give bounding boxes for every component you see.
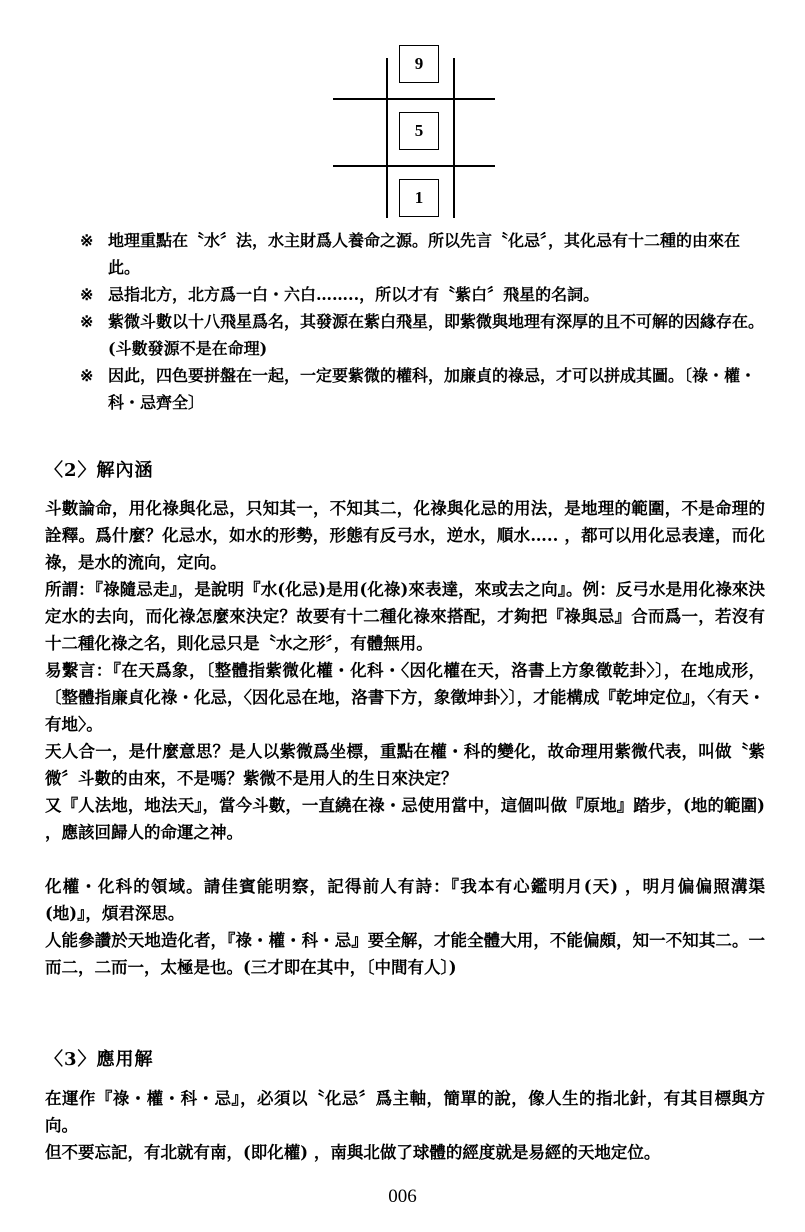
grid-line-right: [453, 58, 455, 218]
paragraph: 易繫言：『在天爲象，〔整體指紫微化權・化科・〈因化權在天，洛書上方象徵乾卦〉〕，在地成形，〔整體指廉貞化祿・化忌，〈因化忌在地，洛書下方，象徵坤卦〉〕，才能構成『乾坤定位』，〈有天・有地〉。: [45, 661, 765, 734]
paragraph: 化權・化科的領域。請佳賓能明察，記得前人有詩：『我本有心鑑明月(天) ，明月偏偏照溝渠(地)』，煩君深思。: [45, 877, 765, 923]
note-item: [80, 308, 770, 362]
note-text: 紫微斗數以十八飛星爲名，其發源在紫白飛星，即紫微與地理有深厚的且不可解的因緣存在。(斗數發源不是在命理): [108, 312, 765, 358]
number-box-bottom: 1: [399, 179, 439, 217]
paragraph: 天人合一，是什麼意思？是人以紫微爲坐標，重點在權・科的變化，故命理用紫微代表，叫做〝紫微〞斗數的由來，不是嗎？紫微不是用人的生日來決定？: [45, 742, 765, 788]
note-text: 地理重點在〝水〞法，水主財爲人養命之源。所以先言〝化忌〞，其化忌有十二種的由來在此。: [108, 231, 741, 277]
number-box-top: 9: [399, 45, 439, 83]
reference-mark: ※: [80, 366, 94, 385]
paragraph: 所謂：『祿隨忌走』，是說明『水(化忌)是用(化祿)來表達，來或去之向』。例：反弓水是用化祿來決定水的去向，而化祿怎麼來決定？故要有十二種化祿來搭配，才夠把『祿與忌』合而爲一，若沒有十二種化祿之名，則化忌只是〝水之形〞，有體無用。: [45, 580, 765, 653]
note-item: [80, 362, 770, 416]
note-item: [80, 227, 770, 281]
reference-mark: ※: [80, 231, 94, 250]
paragraph: 但不要忘記，有北就有南，(即化權) ，南與北做了球體的經度就是易經的天地定位。: [45, 1143, 661, 1162]
number-box-middle: 5: [399, 112, 439, 150]
section-heading-explanation: 〈2〉解內涵: [45, 460, 154, 481]
grid-line-top: [333, 98, 495, 100]
reference-mark: ※: [80, 285, 94, 304]
grid-line-left: [386, 58, 388, 218]
luoshu-center-column-diagram: [0, 0, 805, 230]
page-number: 006: [388, 1186, 417, 1207]
paragraph: 人能參讚於天地造化者，『祿・權・科・忌』要全解，才能全體大用，不能偏頗，知一不知其二。一而二，二而一，太極是也。(三才即在其中，〔中間有人〕): [45, 931, 765, 977]
paragraph: 在運作『祿・權・科・忌』，必須以〝化忌〞爲主軸，簡單的說，像人生的指北針，有其目標與方向。: [45, 1089, 765, 1135]
note-text: 忌指北方，北方爲一白・六白……..，所以才有〝紫白〞飛星的名詞。: [108, 285, 600, 304]
paragraph: 斗數論命，用化祿與化忌，只知其一，不知其二，化祿與化忌的用法，是地理的範圍，不是命理的詮釋。爲什麼？化忌水，如水的形勢，形態有反弓水，逆水，順水….. ，都可以用化忌表達，而化祿，是水的流向，定向。: [45, 499, 765, 572]
paragraph: 又『人法地，地法天』，當今斗數，一直繞在祿・忌使用當中，這個叫做『原地』踏步，(地的範圍) ，應該回歸人的命運之神。: [45, 796, 765, 842]
reference-mark: ※: [80, 312, 94, 331]
note-item: [80, 281, 770, 308]
section-heading-application: 〈3〉應用解: [45, 1049, 154, 1070]
note-text: 因此，四色要拼盤在一起，一定要紫微的權科，加廉貞的祿忌，才可以拼成其圖。〔祿・權・科・忌齊全〕: [108, 366, 757, 412]
grid-line-bottom: [333, 165, 495, 167]
